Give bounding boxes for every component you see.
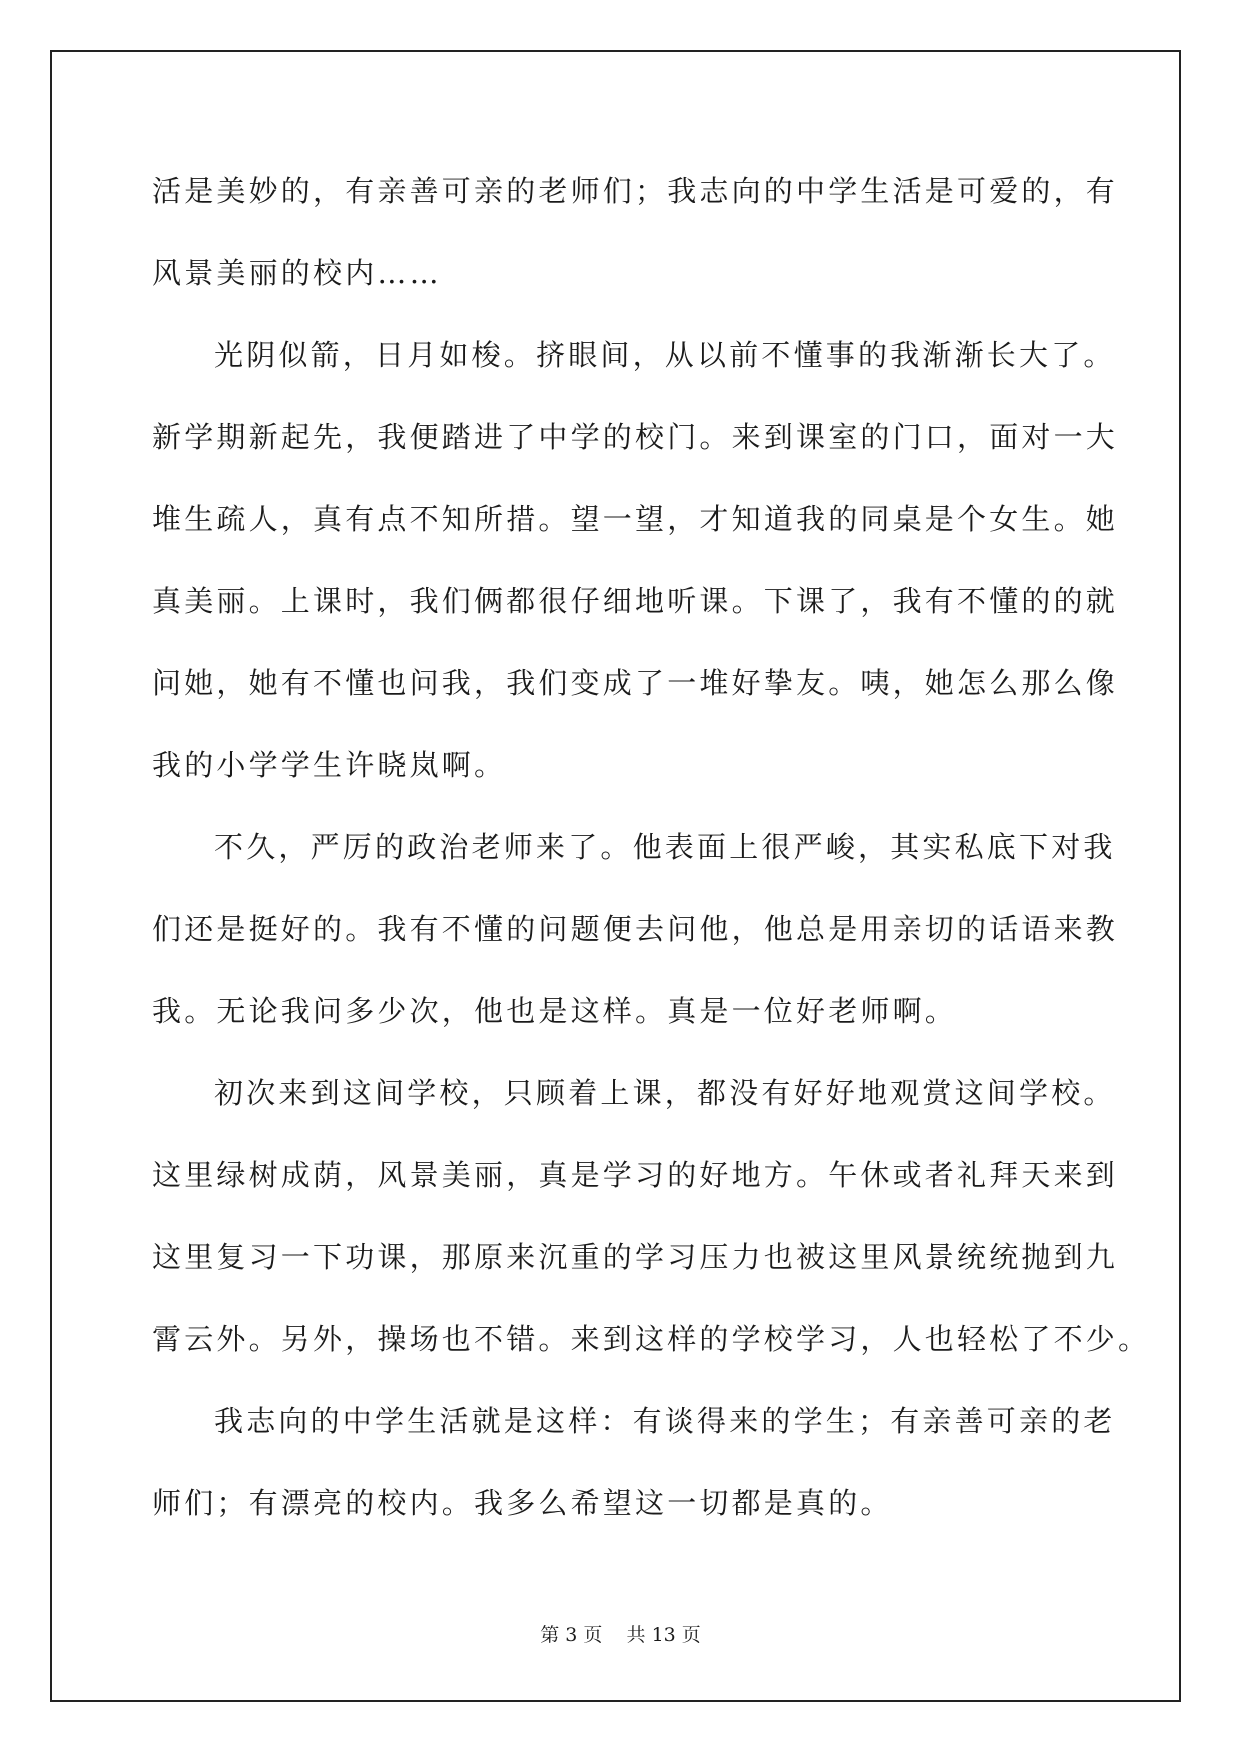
text-line: 我。无论我问多少次，他也是这样。真是一位好老师啊。 — [152, 994, 958, 1028]
text-line: 新学期新起先，我便踏进了中学的校门。来到课室的门口，面对一大 — [152, 420, 1119, 454]
text-line: 们还是挺好的。我有不懂的问题便去问他，他总是用亲切的话语来教 — [152, 912, 1119, 946]
paragraph-first-line: 初次来到这间学校，只顾着上课，都没有好好地观赏这间学校。 — [214, 1076, 1116, 1110]
paragraph-first-line: 不久，严厉的政治老师来了。他表面上很严峻，其实私底下对我 — [214, 830, 1116, 864]
text-line: 我的小学学生许晓岚啊。 — [152, 748, 507, 782]
text-line: 堆生疏人，真有点不知所措。望一望，才知道我的同桌是个女生。她 — [152, 502, 1119, 536]
page-number-footer: 第 3 页 共 13 页 — [540, 1624, 701, 1646]
text-line: 真美丽。上课时，我们俩都很仔细地听课。下课了，我有不懂的的就 — [152, 584, 1119, 618]
document-body — [152, 163, 1151, 1557]
text-line: 风景美丽的校内…… — [152, 256, 442, 290]
text-line: 问她，她有不懂也问我，我们变成了一堆好挚友。咦，她怎么那么像 — [152, 666, 1119, 700]
text-line: 霄云外。另外，操场也不错。来到这样的学校学习，人也轻松了不少。 — [152, 1322, 1151, 1356]
text-line: 这里绿树成荫，风景美丽，真是学习的好地方。午休或者礼拜天来到 — [152, 1158, 1119, 1192]
text-line: 这里复习一下功课，那原来沉重的学习压力也被这里风景统统抛到九 — [152, 1240, 1119, 1274]
paragraph-first-line: 我志向的中学生活就是这样：有谈得来的学生；有亲善可亲的老 — [214, 1404, 1116, 1438]
paragraph-first-line: 光阴似箭，日月如梭。挤眼间，从以前不懂事的我渐渐长大了。 — [214, 338, 1116, 372]
text-line: 师们；有漂亮的校内。我多么希望这一切都是真的。 — [152, 1486, 893, 1520]
text-line: 活是美妙的，有亲善可亲的老师们；我志向的中学生活是可爱的，有 — [152, 174, 1119, 208]
